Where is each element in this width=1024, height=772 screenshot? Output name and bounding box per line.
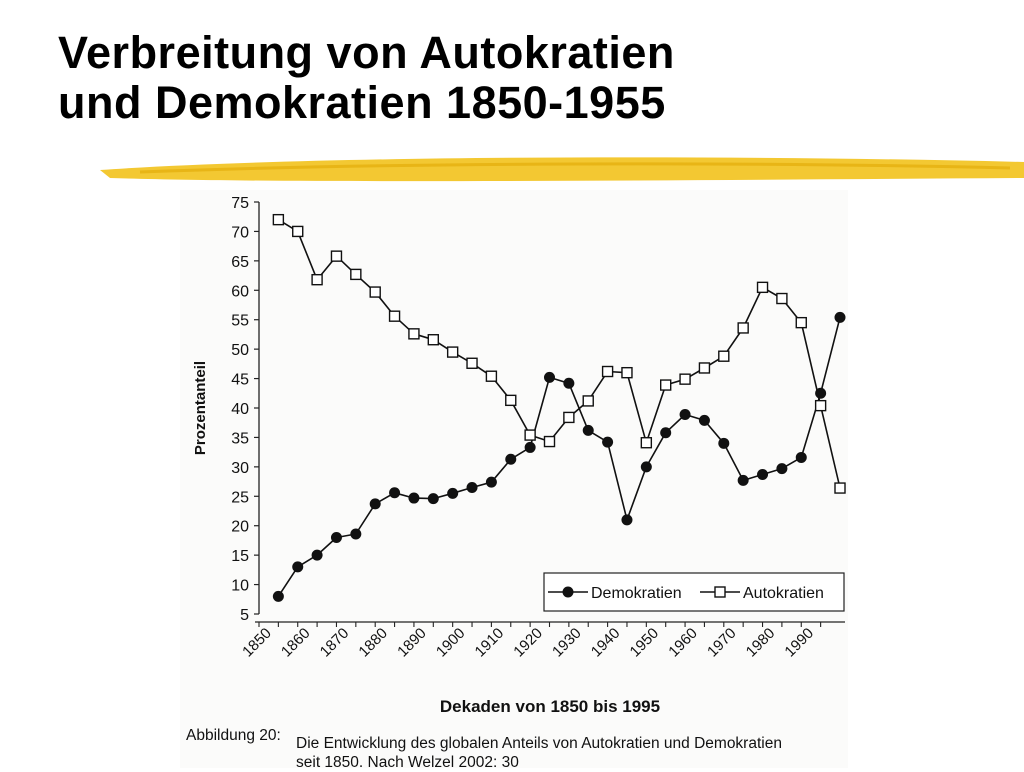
y-tick-label: 35 [231, 430, 249, 448]
point-autokratien [273, 215, 283, 225]
y-tick-label: 15 [231, 548, 249, 566]
point-autokratien [738, 323, 748, 333]
point-autokratien [525, 430, 535, 440]
point-demokratien [467, 482, 478, 493]
point-autokratien [428, 335, 438, 345]
point-demokratien [544, 372, 555, 383]
point-autokratien [331, 251, 341, 261]
caption-line1: Die Entwicklung des globalen Anteils von Autokratien und Demokratien [296, 735, 782, 752]
figure-scan [180, 190, 848, 768]
point-autokratien [816, 401, 826, 411]
legend-marker-demokratien [563, 587, 574, 598]
point-demokratien [718, 438, 729, 449]
y-tick-label: 40 [231, 401, 249, 418]
x-tick-label: 1890 [394, 624, 430, 661]
point-demokratien [815, 388, 826, 399]
x-tick-label: 1910 [471, 624, 508, 661]
point-autokratien [448, 347, 458, 357]
point-autokratien [758, 282, 768, 292]
point-demokratien [312, 550, 323, 561]
point-demokratien [621, 514, 632, 525]
point-autokratien [796, 318, 806, 328]
legend-marker-autokratien [715, 587, 725, 597]
point-autokratien [370, 287, 380, 297]
x-tick-label: 1920 [510, 624, 546, 661]
point-autokratien [564, 412, 574, 422]
point-autokratien [312, 275, 322, 285]
caption-label: Abbildung 20: [186, 727, 281, 744]
title-underline-brushstroke [0, 150, 1024, 190]
point-demokratien [428, 493, 439, 504]
point-autokratien [719, 351, 729, 361]
point-autokratien [622, 368, 632, 378]
y-tick-label: 20 [231, 518, 249, 536]
series-line-demokratien [278, 317, 840, 596]
point-demokratien [563, 378, 574, 389]
x-axis-label: Dekaden von 1850 bis 1995 [439, 697, 661, 716]
y-tick-label: 55 [231, 312, 249, 330]
point-demokratien [408, 493, 419, 504]
point-autokratien [661, 380, 671, 390]
y-tick-label: 60 [231, 283, 249, 301]
slide-title [58, 28, 675, 128]
point-demokratien [660, 427, 671, 438]
point-demokratien [331, 532, 342, 543]
point-autokratien [777, 294, 787, 304]
point-autokratien [835, 483, 845, 493]
point-autokratien [486, 371, 496, 381]
point-demokratien [776, 463, 787, 474]
point-demokratien [273, 591, 284, 602]
point-demokratien [505, 454, 516, 465]
y-tick-label: 65 [231, 253, 249, 271]
x-tick-label: 1940 [587, 624, 624, 661]
slide-title-line2: und Demokratien 1850-1955 [58, 77, 666, 128]
point-demokratien [602, 437, 613, 448]
point-autokratien [293, 226, 303, 236]
y-tick-label: 45 [231, 371, 249, 389]
legend-label-demokratien: Demokratien [591, 585, 682, 602]
y-tick-label: 75 [231, 195, 249, 212]
point-autokratien [467, 358, 477, 368]
point-autokratien [545, 437, 555, 447]
point-autokratien [603, 367, 613, 377]
y-axis-label: Prozentanteil [192, 360, 209, 456]
point-demokratien [292, 561, 303, 572]
x-tick-label: 1950 [626, 624, 663, 661]
y-tick-label: 25 [231, 489, 249, 507]
legend [544, 573, 844, 611]
x-tick-label: 1990 [781, 624, 818, 661]
point-demokratien [583, 425, 594, 436]
x-tick-label: 1880 [355, 624, 392, 661]
point-demokratien [447, 488, 458, 499]
x-tick-label: 1980 [742, 624, 779, 661]
x-tick-label: 1970 [704, 624, 740, 661]
y-tick-label: 30 [231, 459, 249, 477]
point-demokratien [796, 452, 807, 463]
point-autokratien [390, 311, 400, 321]
legend-label-autokratien: Autokratien [743, 585, 824, 602]
point-demokratien [757, 469, 768, 480]
point-autokratien [506, 395, 516, 405]
point-demokratien [738, 475, 749, 486]
point-demokratien [350, 528, 361, 539]
point-autokratien [583, 396, 593, 406]
point-demokratien [389, 487, 400, 498]
point-autokratien [699, 363, 709, 373]
point-demokratien [699, 415, 710, 426]
line-chart [180, 190, 848, 720]
point-autokratien [641, 438, 651, 448]
x-tick-label: 1930 [549, 624, 585, 661]
slide-title-line1: Verbreitung von Autokratien [58, 27, 675, 78]
point-demokratien [370, 498, 381, 509]
point-autokratien [351, 269, 361, 279]
point-demokratien [641, 461, 652, 472]
caption-line2: seit 1850. Nach Welzel 2002: 30 [296, 754, 519, 771]
x-tick-label: 1960 [665, 624, 701, 661]
y-tick-label: 5 [240, 607, 249, 624]
point-autokratien [680, 374, 690, 384]
point-demokratien [835, 312, 846, 323]
point-demokratien [486, 477, 497, 488]
y-tick-label: 50 [231, 342, 249, 360]
y-tick-label: 70 [231, 224, 249, 242]
x-tick-label: 1870 [316, 624, 353, 661]
series-line-autokratien [278, 220, 840, 488]
x-tick-label: 1860 [277, 624, 314, 661]
point-autokratien [409, 329, 419, 339]
x-tick-label: 1900 [432, 624, 469, 661]
point-demokratien [680, 409, 691, 420]
point-demokratien [525, 442, 536, 453]
y-tick-label: 10 [231, 577, 249, 595]
x-tick-label: 1850 [239, 624, 275, 661]
